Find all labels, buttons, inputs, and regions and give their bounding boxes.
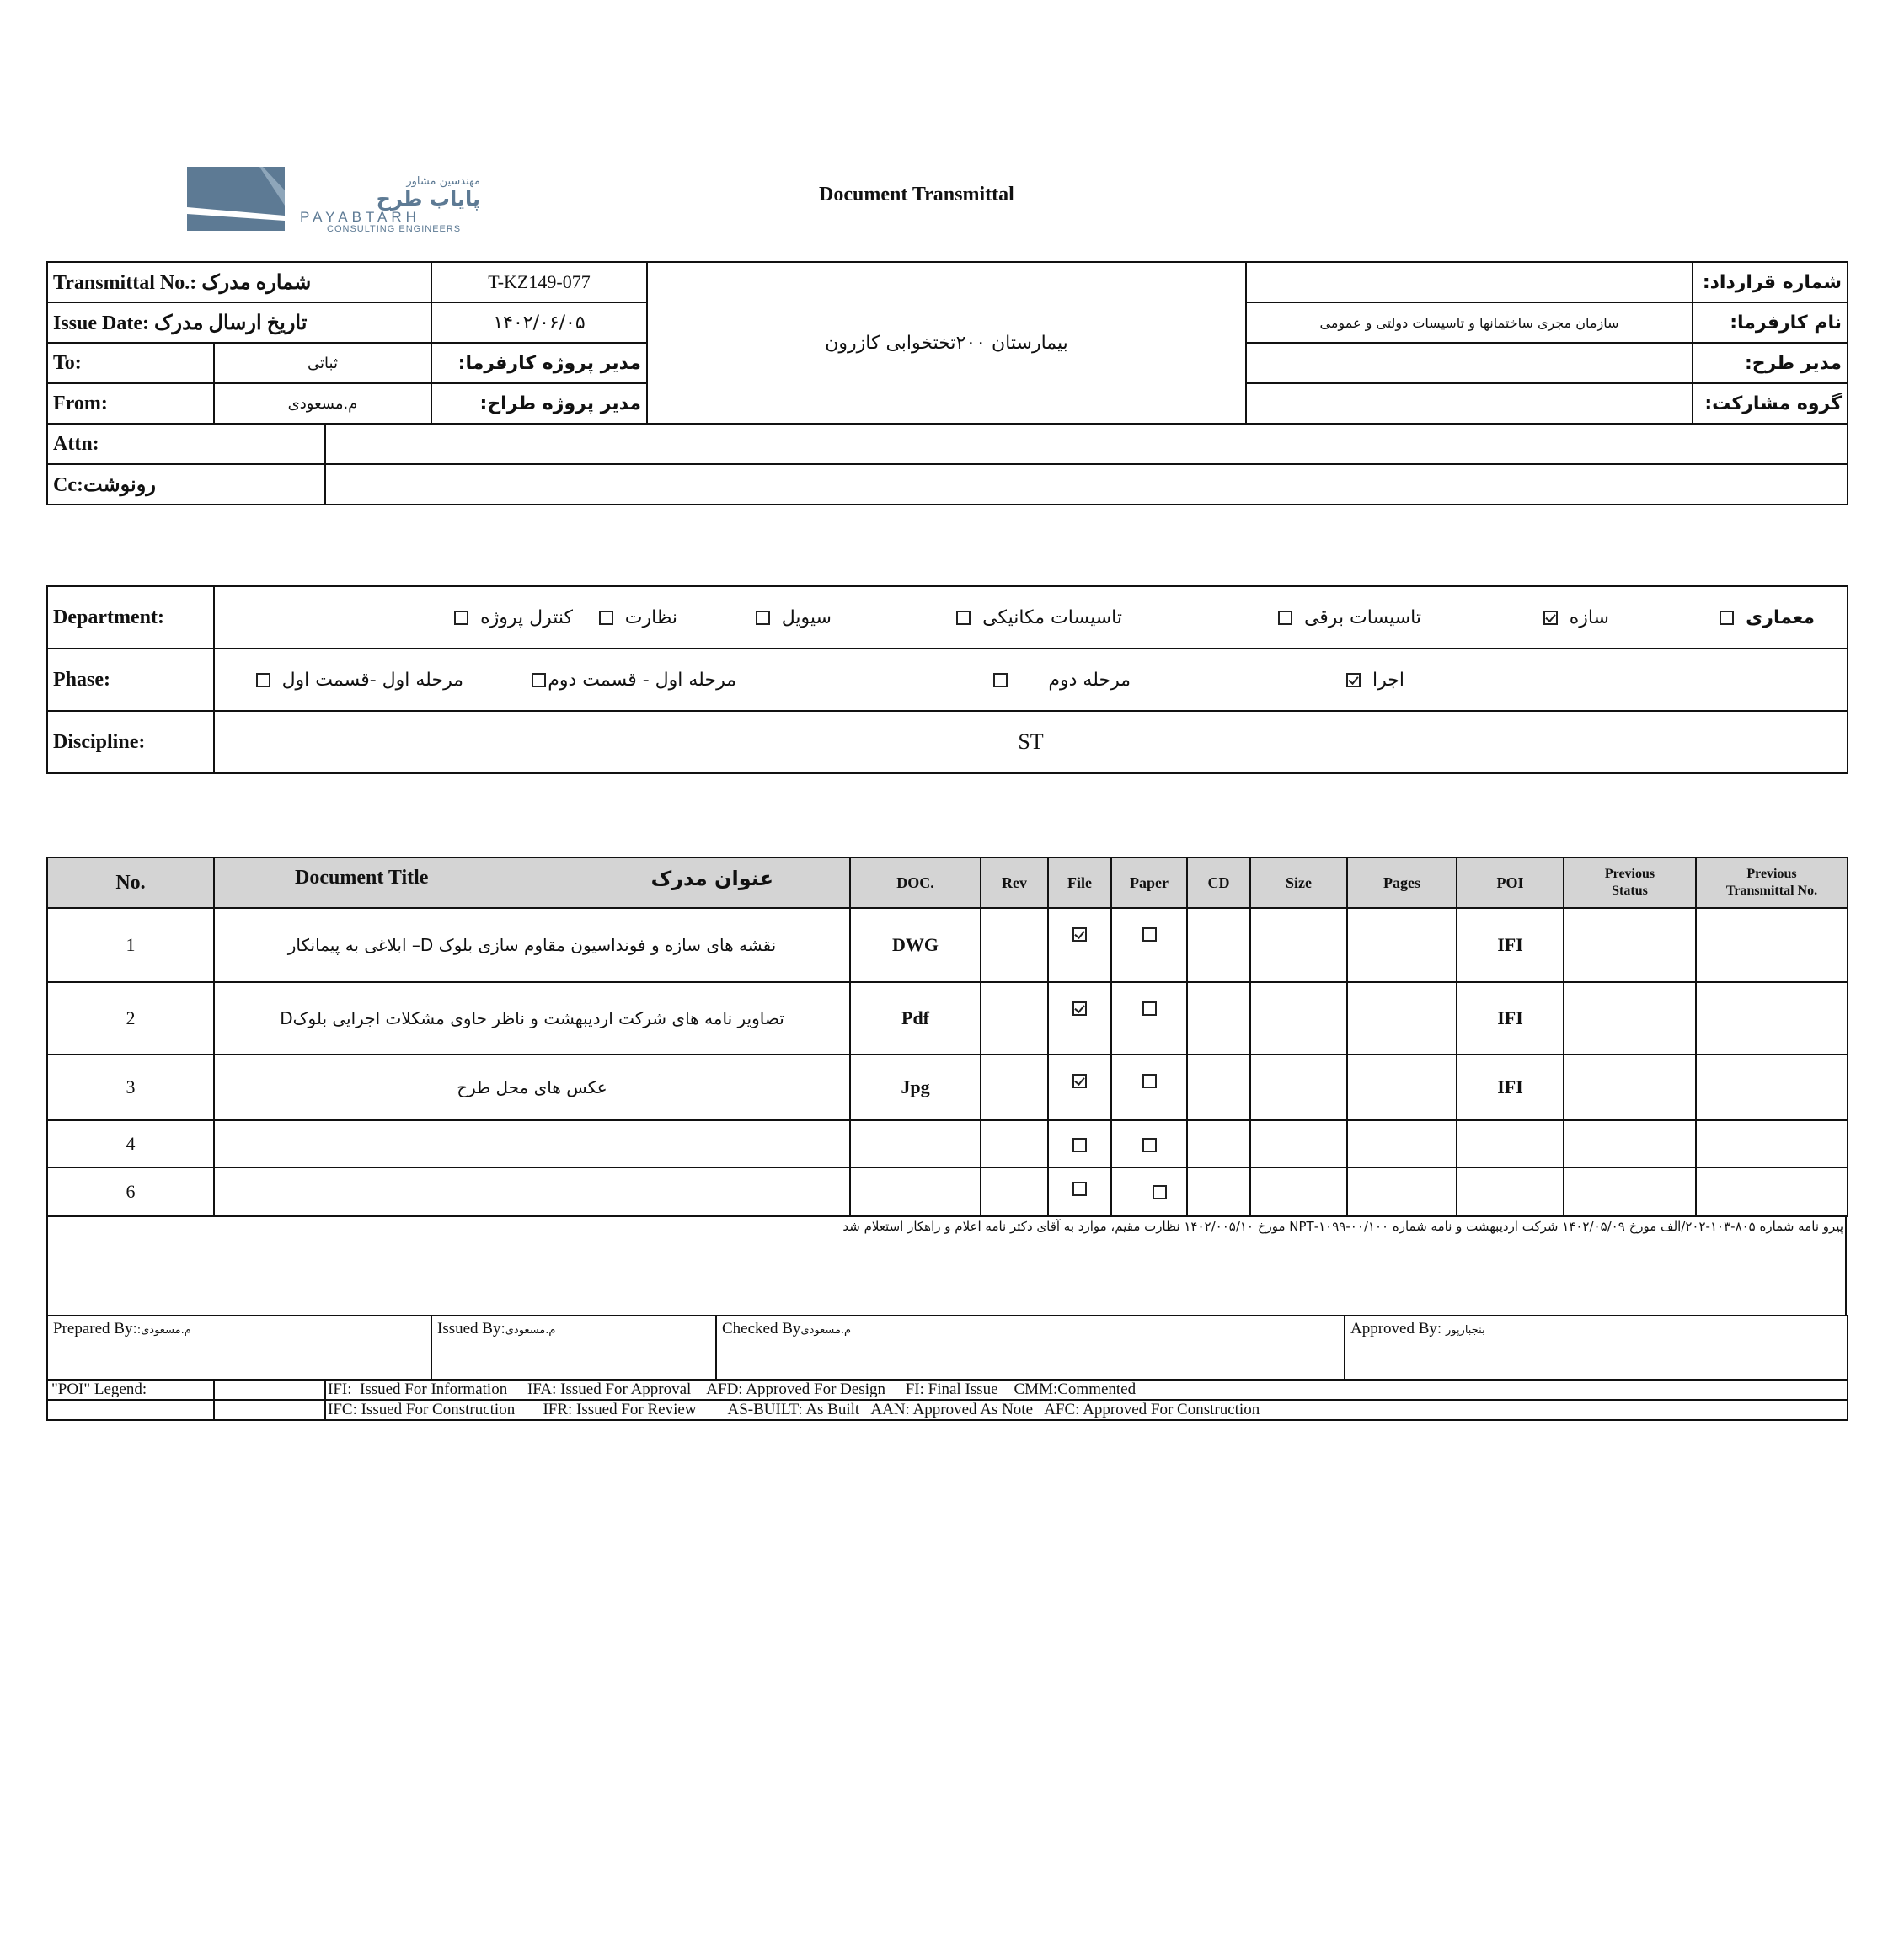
col-header-title-en: Document Title — [295, 867, 429, 889]
client-value: سازمان مجری ساختمانها و تاسیسات دولتی و عمومی — [1246, 302, 1693, 343]
col-header-doc: DOC. — [850, 857, 981, 908]
row-paper-checkbox[interactable] — [1111, 1055, 1187, 1120]
page-title: Document Transmittal — [819, 184, 1014, 206]
checkbox-icon[interactable] — [1142, 1001, 1157, 1016]
department-option-architecture[interactable]: معماری — [1720, 587, 1815, 648]
to-label: To: — [47, 343, 214, 383]
issue-date-value: ۱۴۰۲/۰۶/۰۵ — [431, 302, 647, 343]
row-title — [214, 1167, 850, 1216]
from-value: م.مسعودی — [214, 383, 431, 424]
documents-table — [46, 857, 1848, 1217]
legend-label: "POI" Legend: — [47, 1380, 214, 1400]
department-option-mechanical[interactable]: تاسیسات مکانیکی — [956, 587, 1122, 648]
table-row — [47, 1167, 1848, 1216]
table-row — [47, 982, 1848, 1055]
col-header-size: Size — [1250, 857, 1347, 908]
row-poi: IFI — [1457, 908, 1564, 982]
row-poi: IFI — [1457, 982, 1564, 1055]
phase-options — [214, 649, 1848, 711]
department-label: Department: — [47, 586, 214, 649]
checkbox-icon[interactable] — [1153, 1185, 1167, 1199]
attn-field[interactable] — [325, 424, 1848, 464]
client-pm-label: مدیر پروژه کارفرما: — [431, 343, 647, 383]
phase-option-second-stage[interactable]: مرحله دوم — [993, 649, 1131, 710]
cc-label: Cc:رونوشت — [47, 464, 325, 505]
legend-table — [46, 1379, 1848, 1421]
note-text: پیرو نامه شماره ۸۰۵-۱۰۳-۲۰۲/الف مورخ ۱۴۰۲/۰۵/۰۹ شرکت اردیبهشت و نامه شماره ۰۰/۱۰۰-۱۰۹۹-NPT مورخ ۱۴۰۲/۰۰۵/۱۰ نظارت مقیم، موارد به آقای دکتر نامه اعلام و راهکار استعلام شد — [842, 1219, 1843, 1234]
checkbox-icon[interactable] — [993, 673, 1008, 687]
col-header-poi: POI — [1457, 857, 1564, 908]
row-no: 4 — [47, 1120, 214, 1167]
checkbox-checked-icon[interactable] — [1346, 673, 1361, 687]
row-doc-type — [850, 1167, 981, 1216]
prepared-by: Prepared By:م.مسعودی: — [47, 1316, 431, 1380]
checkbox-icon[interactable] — [599, 611, 613, 625]
legend-line-2: IFC: Issued For Construction IFR: Issued For Review AS-BUILT: As Built AAN: Approved As Note AFC: Approved For Construction — [325, 1400, 1848, 1420]
col-header-no: No. — [47, 857, 214, 908]
project-name: بیمارستان ۲۰۰تختخوابی کازرون — [647, 262, 1246, 424]
checkbox-icon[interactable] — [1142, 1074, 1157, 1088]
plan-manager-value — [1246, 343, 1693, 383]
row-paper-checkbox[interactable] — [1111, 1167, 1187, 1216]
table-row — [47, 1120, 1848, 1167]
checkbox-icon[interactable] — [1720, 611, 1734, 625]
recipients-table — [46, 423, 1848, 505]
checked-by: Checked Byم.مسعودی — [716, 1316, 1345, 1380]
checkbox-icon[interactable] — [532, 673, 546, 687]
row-poi — [1457, 1167, 1564, 1216]
classification-table — [46, 585, 1848, 774]
row-doc-type — [850, 1120, 981, 1167]
row-no: 6 — [47, 1167, 214, 1216]
row-doc-type: DWG — [850, 908, 981, 982]
checkbox-icon[interactable] — [1278, 611, 1292, 625]
partnership-label: گروه مشارکت: — [1693, 383, 1848, 424]
from-label: From: — [47, 383, 214, 424]
row-file-checkbox[interactable] — [1048, 982, 1111, 1055]
plan-manager-label: مدیر طرح: — [1693, 343, 1848, 383]
checkbox-icon[interactable] — [756, 611, 770, 625]
col-header-prev-transmittal: Previous Transmittal No. — [1696, 857, 1848, 908]
col-header-paper: Paper — [1111, 857, 1187, 908]
row-no: 3 — [47, 1055, 214, 1120]
row-no: 2 — [47, 982, 214, 1055]
header-table — [46, 261, 1848, 425]
col-header-title — [214, 857, 850, 908]
logo-tagline: مهندسین مشاور — [406, 175, 480, 188]
department-option-structure[interactable]: سازه — [1543, 587, 1609, 648]
transmittal-no-label: Transmittal No.: شماره مدرک — [47, 262, 431, 302]
department-option-civil[interactable]: سیویل — [756, 587, 832, 648]
issue-date-label: Issue Date: تاریخ ارسال مدرک — [47, 302, 431, 343]
discipline-label: Discipline: — [47, 711, 214, 773]
row-poi — [1457, 1120, 1564, 1167]
row-paper-checkbox[interactable] — [1111, 908, 1187, 982]
checkbox-checked-icon[interactable] — [1072, 1001, 1087, 1016]
client-label: نام کارفرما: — [1693, 302, 1848, 343]
logo-name-fa: پایاب طرح — [376, 187, 480, 211]
contract-no-label: شماره قرارداد: — [1693, 262, 1848, 302]
table-row — [47, 1055, 1848, 1120]
notes-box — [46, 1215, 1847, 1316]
cc-field[interactable] — [325, 464, 1848, 505]
department-options — [214, 586, 1848, 649]
row-paper-checkbox[interactable] — [1111, 1120, 1187, 1167]
phase-option-stage1-part1[interactable]: مرحله اول -قسمت اول — [256, 649, 463, 710]
designer-pm-label: مدیر پروژه طراح: — [431, 383, 647, 424]
discipline-value: ST — [214, 711, 1848, 773]
col-header-cd: CD — [1187, 857, 1250, 908]
checkbox-icon[interactable] — [1142, 1138, 1157, 1152]
row-file-checkbox[interactable] — [1048, 1167, 1111, 1216]
phase-option-execution[interactable]: اجرا — [1346, 649, 1404, 710]
phase-option-stage1-part2[interactable]: مرحله اول - قسمت دوم — [532, 649, 736, 710]
row-file-checkbox[interactable] — [1048, 1055, 1111, 1120]
col-header-prev-status: Previous Status — [1564, 857, 1696, 908]
logo-subtitle: CONSULTING ENGINEERS — [327, 224, 462, 234]
col-header-pages: Pages — [1347, 857, 1457, 908]
partnership-value — [1246, 383, 1693, 424]
company-logo — [185, 165, 497, 236]
checkbox-icon[interactable] — [454, 611, 468, 625]
table-row — [47, 908, 1848, 982]
row-paper-checkbox[interactable] — [1111, 982, 1187, 1055]
department-option-electrical[interactable]: تاسیسات برقی — [1278, 587, 1421, 648]
checkbox-icon[interactable] — [1142, 927, 1157, 942]
transmittal-no-value: T-KZ149-077 — [431, 262, 647, 302]
to-value: ثباتی — [214, 343, 431, 383]
row-title: نقشه های سازه و فونداسیون مقاوم سازی بلوک D– ابلاغی به پیمانکار — [214, 908, 850, 982]
checkbox-checked-icon[interactable] — [1072, 927, 1087, 942]
contract-no-value — [1246, 262, 1693, 302]
row-title: تصاویر نامه های شرکت اردیبهشت و ناظر حاوی مشکلات اجرایی بلوکD — [214, 982, 850, 1055]
logo-mark-icon — [187, 167, 285, 231]
attn-label: Attn: — [47, 424, 325, 464]
issued-by: Issued By:م.مسعودی — [431, 1316, 716, 1380]
checkbox-icon[interactable] — [1072, 1138, 1087, 1152]
row-doc-type: Jpg — [850, 1055, 981, 1120]
approved-by: Approved By: بنجبارپور — [1345, 1316, 1848, 1380]
department-option-project-control[interactable]: کنترل پروژه — [454, 587, 573, 648]
department-option-supervision[interactable]: نظارت — [599, 587, 677, 648]
col-header-file: File — [1048, 857, 1111, 908]
row-file-checkbox[interactable] — [1048, 1120, 1111, 1167]
logo-name-en: PAYABTARH — [300, 209, 420, 225]
col-header-rev: Rev — [981, 857, 1048, 908]
checkbox-icon[interactable] — [1072, 1182, 1087, 1196]
row-no: 1 — [47, 908, 214, 982]
col-header-title-fa: عنوان مدرک — [650, 867, 773, 890]
checkbox-icon[interactable] — [956, 611, 971, 625]
checkbox-checked-icon[interactable] — [1543, 611, 1558, 625]
row-doc-type: Pdf — [850, 982, 981, 1055]
signatures-table — [46, 1315, 1848, 1381]
legend-line-1: IFI: Issued For Information IFA: Issued For Approval AFD: Approved For Design FI: Final Issue CMM:Commented — [325, 1380, 1848, 1400]
phase-label: Phase: — [47, 649, 214, 711]
row-title: عکس های محل طرح — [214, 1055, 850, 1120]
row-file-checkbox[interactable] — [1048, 908, 1111, 982]
row-poi: IFI — [1457, 1055, 1564, 1120]
row-title — [214, 1120, 850, 1167]
checkbox-checked-icon[interactable] — [1072, 1074, 1087, 1088]
checkbox-icon[interactable] — [256, 673, 270, 687]
